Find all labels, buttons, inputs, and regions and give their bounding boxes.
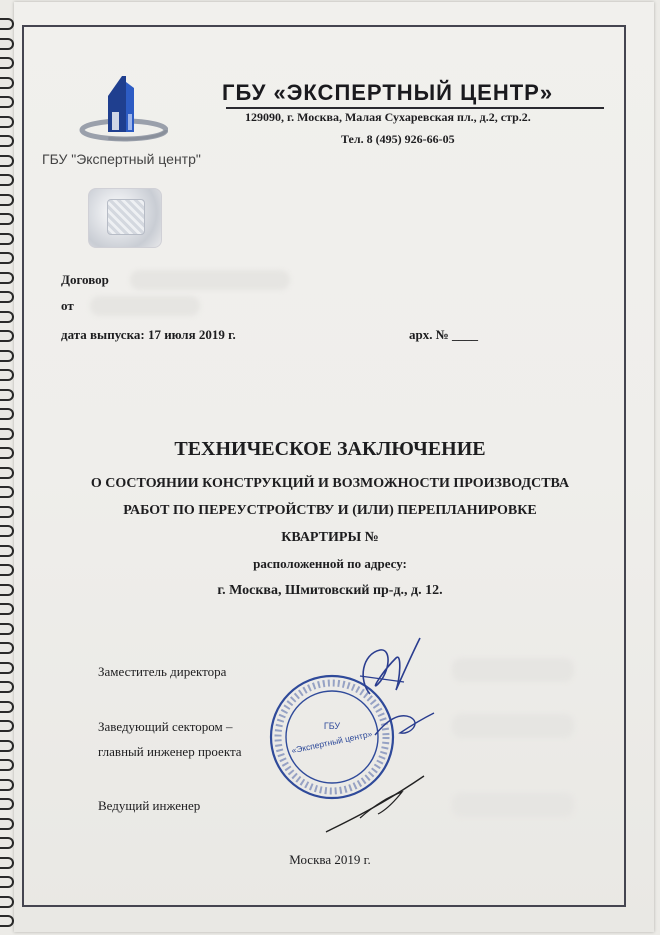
binding-ring [0,233,14,245]
seal-text-center: «Экспертный центр» [290,728,373,756]
redacted-contract-date [90,296,200,316]
binding-ring [0,272,14,284]
binding-ring [0,135,14,147]
redacted-name-sector-head [452,714,574,738]
organization-name: ГБУ «ЭКСПЕРТНЫЙ ЦЕНТР» [222,80,554,105]
binding-ring [0,681,14,693]
subtitle-line-1: О СОСТОЯНИИ КОНСТРУКЦИЙ И ВОЗМОЖНОСТИ ПРОИЗВОДСТВА [90,476,570,491]
binding-ring [0,18,14,30]
header-rule [226,107,604,109]
binding-ring [0,213,14,225]
binding-ring [0,818,14,830]
signature-deputy [340,632,440,712]
issue-date: дата выпуска: 17 июля 2019 г. [61,327,236,342]
binding-ring [0,603,14,615]
seal-text-top: ГБУ [323,721,341,731]
organization-logo [78,74,168,144]
signature-sector-head [370,705,440,745]
deputy-director-label: Заместитель директора [98,664,227,679]
archive-number: арх. № ____ [409,327,479,342]
city-year: Москва 2019 г. [289,852,371,867]
binding-ring [0,837,14,849]
binding-ring [0,155,14,167]
binding-ring [0,701,14,713]
binding-ring [0,740,14,752]
binding-ring [0,252,14,264]
organization-phone: Тел. 8 (495) 926-66-05 [341,132,455,146]
logo-caption: ГБУ "Экспертный центр" [42,151,201,167]
binding-ring [0,623,14,635]
sector-head-label-1: Заведующий сектором – [98,719,233,734]
binding-ring [0,408,14,420]
binding-ring [0,896,14,908]
redacted-contract-number [130,270,290,290]
redacted-name-lead-engineer [452,793,574,817]
binding-ring [0,96,14,108]
binding-ring [0,194,14,206]
subtitle-line-3: КВАРТИРЫ № [281,530,379,545]
subtitle-line-2: РАБОТ ПО ПЕРЕУСТРОЙСТВУ И (ИЛИ) ПЕРЕПЛАНИРОВКЕ [123,503,537,518]
binding-ring [0,116,14,128]
binding-ring [0,77,14,89]
binding-ring [0,38,14,50]
contract-date-label: от [61,298,74,313]
binding-ring [0,915,14,927]
redacted-name-deputy [452,658,574,682]
hologram-sticker [88,188,162,248]
binding-ring [0,779,14,791]
binding-ring [0,57,14,69]
binding-ring [0,642,14,654]
signature-lead-engineer [320,770,430,840]
binding-ring [0,311,14,323]
organization-address: 129090, г. Москва, Малая Сухаревская пл., д.2, стр.2. [245,110,531,124]
binding-ring [0,759,14,771]
address-value: г. Москва, Шмитовский пр-д., д. 12. [217,583,443,598]
binding-ring [0,369,14,381]
binding-ring [0,174,14,186]
contract-label: Договор [61,272,109,287]
binding-ring [0,389,14,401]
sector-head-label-2: главный инженер проекта [98,744,242,759]
lead-engineer-label: Ведущий инженер [98,798,201,813]
binding-ring [0,720,14,732]
binding-ring [0,662,14,674]
binding-ring [0,291,14,303]
address-label: расположенной по адресу: [253,556,407,571]
binding-ring [0,545,14,557]
binding-ring [0,330,14,342]
document-title: ТЕХНИЧЕСКОЕ ЗАКЛЮЧЕНИЕ [174,438,486,460]
binding-ring [0,350,14,362]
binding-ring [0,876,14,888]
binding-ring [0,798,14,810]
